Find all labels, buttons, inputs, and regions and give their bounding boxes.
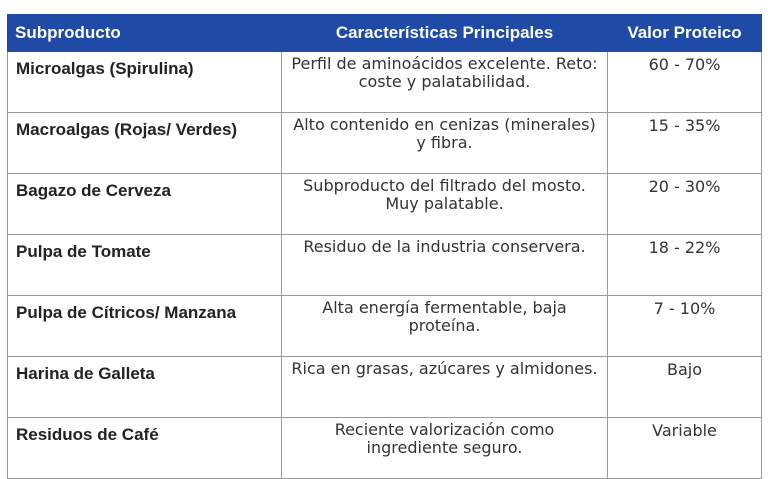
header-caracteristicas: Características Principales	[282, 15, 608, 52]
row-description: Rica en grasas, azúcares y almidones.	[282, 357, 608, 418]
row-name: Pulpa de Tomate	[8, 235, 282, 296]
row-description: Perfil de aminoácidos excelente. Reto: coste y palatabilidad.	[282, 52, 608, 113]
header-subproducto: Subproducto	[8, 15, 282, 52]
row-description: Residuo de la industria conservera.	[282, 235, 608, 296]
subproducts-table	[7, 14, 762, 479]
row-name: Residuos de Café	[8, 418, 282, 479]
header-row	[8, 15, 762, 52]
table-row	[8, 113, 762, 174]
row-protein-value: Variable	[608, 418, 762, 479]
row-description: Alto contenido en cenizas (minerales) y fibra.	[282, 113, 608, 174]
row-protein-value: 18 - 22%	[608, 235, 762, 296]
header-valor-proteico: Valor Proteico	[608, 15, 762, 52]
row-description: Reciente valorización como ingrediente seguro.	[282, 418, 608, 479]
table-row	[8, 357, 762, 418]
table-header	[8, 15, 762, 52]
subproducts-table-container	[7, 14, 761, 479]
table-row	[8, 235, 762, 296]
row-protein-value: 60 - 70%	[608, 52, 762, 113]
row-description: Alta energía fermentable, baja proteína.	[282, 296, 608, 357]
row-protein-value: 15 - 35%	[608, 113, 762, 174]
table-row	[8, 174, 762, 235]
row-name: Macroalgas (Rojas/ Verdes)	[8, 113, 282, 174]
row-protein-value: 7 - 10%	[608, 296, 762, 357]
row-protein-value: Bajo	[608, 357, 762, 418]
table-row	[8, 418, 762, 479]
table-row	[8, 296, 762, 357]
row-name: Pulpa de Cítricos/ Manzana	[8, 296, 282, 357]
table-row	[8, 52, 762, 113]
row-description: Subproducto del filtrado del mosto. Muy palatable.	[282, 174, 608, 235]
row-name: Bagazo de Cerveza	[8, 174, 282, 235]
row-protein-value: 20 - 30%	[608, 174, 762, 235]
row-name: Microalgas (Spirulina)	[8, 52, 282, 113]
row-name: Harina de Galleta	[8, 357, 282, 418]
table-body	[8, 52, 762, 479]
